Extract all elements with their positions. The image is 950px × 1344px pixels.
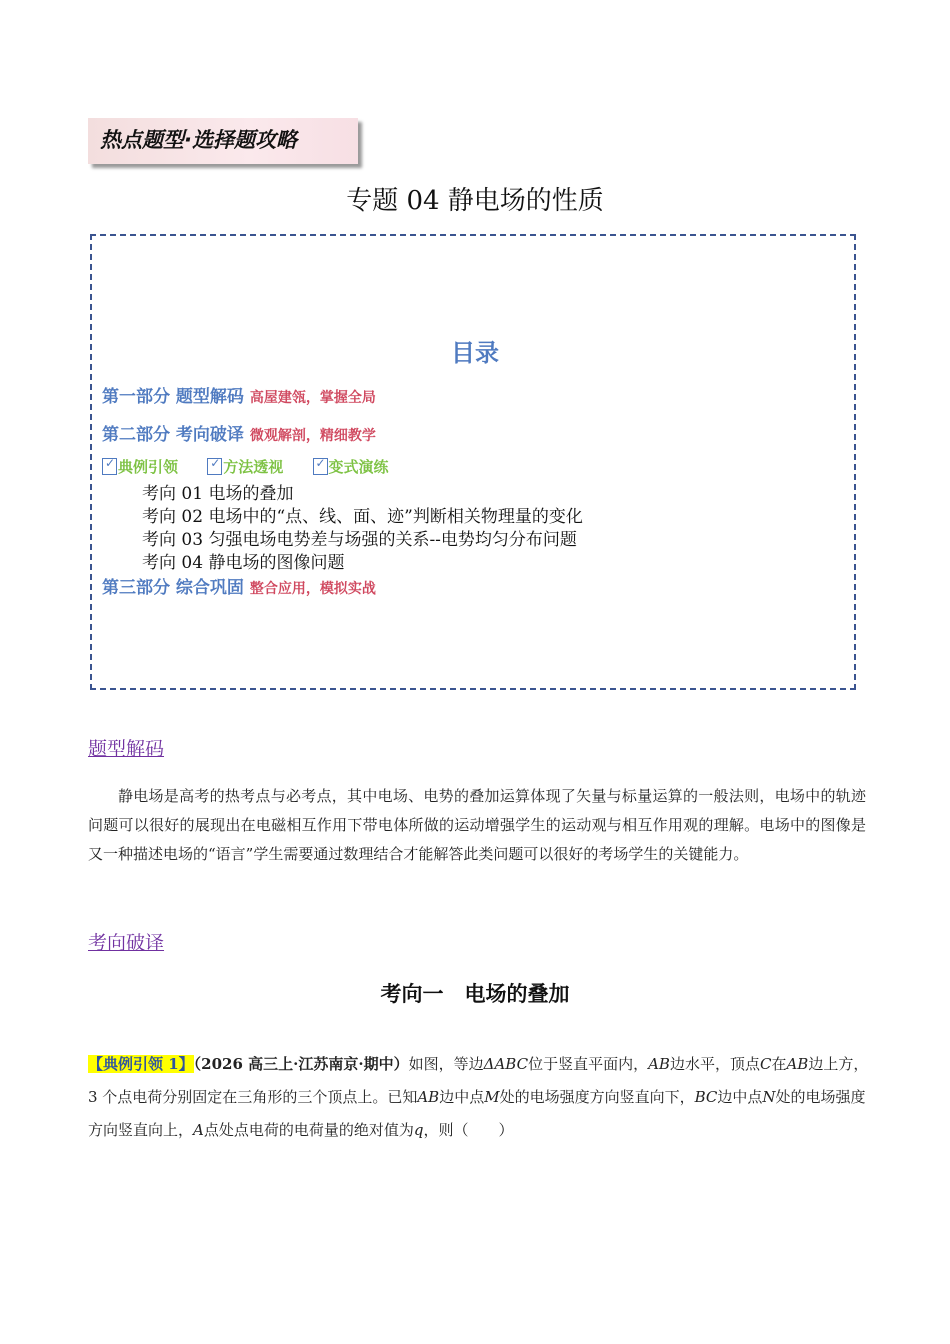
example-text: 边水平，顶点	[669, 1055, 760, 1073]
toc-part-1[interactable]	[102, 382, 376, 407]
toc-part-label: 第一部分 题型解码	[102, 387, 244, 407]
toc-icon-row	[102, 456, 413, 479]
example-var: q	[413, 1121, 424, 1139]
example-tag: 【典例引领 1】	[88, 1055, 194, 1073]
toc-part-2[interactable]	[102, 420, 376, 445]
toc-icon-label: 方法透视	[223, 458, 284, 476]
example-text: 点处点电荷的电荷量的绝对值为	[203, 1121, 414, 1139]
banner-text: 热点题型·选择题攻略	[100, 128, 297, 152]
document-check-icon	[313, 458, 328, 475]
document-title: 专题 04 静电场的性质	[346, 186, 604, 216]
toc-icon-method[interactable]	[207, 456, 283, 477]
topic-title: 考向一 电场的叠加	[380, 982, 570, 1006]
toc-icon-label: 变式演练	[328, 458, 389, 476]
toc-item-4[interactable]: 考向 04 静电场的图像问题	[142, 553, 345, 573]
toc-part-label: 第二部分 考向破译	[102, 425, 244, 445]
example-text: 处的电场强度方向竖直向上，	[88, 1088, 866, 1139]
example-var: BC	[694, 1088, 718, 1106]
toc-icon-example[interactable]	[102, 456, 178, 477]
toc-item-1[interactable]: 考向 01 电场的叠加	[142, 484, 294, 504]
toc-icon-label: 典例引领	[118, 458, 179, 476]
example-var: AB	[786, 1055, 809, 1073]
example-text: 如图，等边	[408, 1055, 484, 1073]
document-check-icon	[102, 458, 117, 475]
section-heading-decode[interactable]: 题型解码	[88, 738, 165, 760]
example-var: C	[759, 1055, 772, 1073]
toc-part-label: 第三部分 综合巩固	[102, 578, 244, 598]
decode-paragraph: 静电场是高考的热考点与必考点，其中电场、电势的叠加运算体现了矢量与标量运算的一般法则，电场中的轨迹问题可以很好的展现出在电磁相互作用下带电体所做的运动增强学生的运动观与相互作用观的理解。电场中的图像是又一种描述电场的“语言”学生需要通过数理结合才能解答此类问题可以很好的考场学生的关键能力。	[88, 787, 866, 863]
example-var: AB	[648, 1055, 670, 1073]
example-question	[88, 1048, 872, 1147]
toc-part-sub: 整合应用，模拟实战	[249, 581, 376, 597]
toc-item-2[interactable]: 考向 02 电场中的“点、线、面、迹”判断相关物理量的变化	[142, 507, 583, 527]
example-source: （2026 高三上·江苏南京·期中）	[193, 1055, 409, 1073]
example-text: 边中点	[717, 1088, 763, 1106]
example-text: ，则（ ）	[423, 1121, 514, 1139]
section-heading-translate[interactable]: 考向破译	[88, 932, 165, 954]
banner	[88, 118, 358, 164]
example-var: A	[193, 1121, 204, 1139]
toc-part-3[interactable]	[102, 573, 376, 598]
toc-item-3[interactable]: 考向 03 匀强电场电势差与场强的关系--电势均匀分布问题	[142, 530, 577, 550]
example-text: 在	[771, 1055, 787, 1073]
example-var: ΔABC	[483, 1055, 529, 1073]
toc-part-sub: 微观解剖，精细教学	[249, 428, 376, 444]
toc-title: 目录	[451, 339, 499, 367]
example-text: 位于竖直平面内，	[528, 1055, 649, 1073]
example-var: AB	[417, 1088, 440, 1106]
document-check-icon	[207, 458, 222, 475]
toc-part-sub: 高屋建瓴，掌握全局	[249, 390, 376, 406]
example-text: 边上方，3 个点电荷分别固定在三角形的三个顶点上。已知	[88, 1055, 869, 1106]
example-text: 边中点	[439, 1088, 485, 1106]
example-text: 处的电场强度方向竖直向下，	[499, 1088, 695, 1106]
example-var: M	[484, 1088, 500, 1106]
example-var: N	[762, 1088, 776, 1106]
toc-icon-practice[interactable]	[313, 456, 389, 477]
